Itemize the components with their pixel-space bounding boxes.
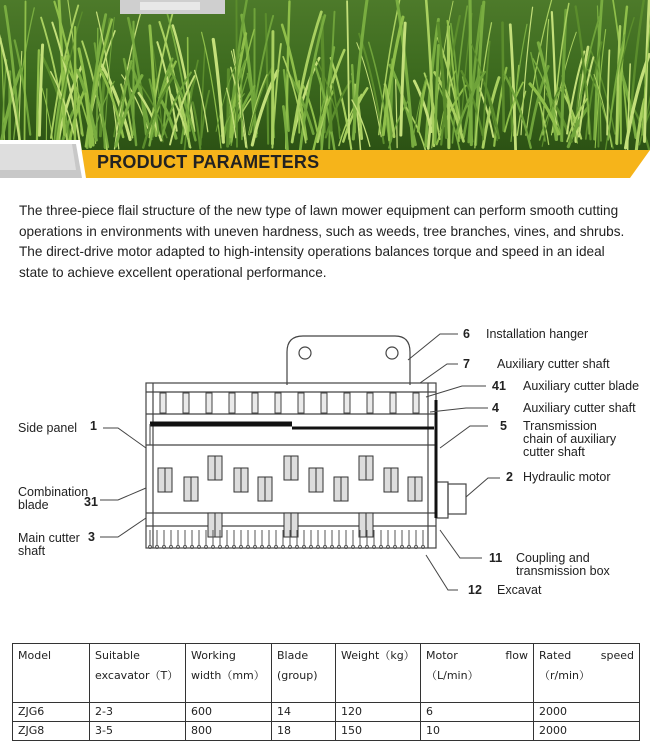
auxiliary-blade (206, 393, 212, 413)
bottom-tooth-tip (282, 546, 285, 549)
bottom-tooth-tip (317, 546, 320, 549)
cell-flow: 6 (421, 703, 534, 722)
header-blade: Blade (group) (272, 644, 336, 703)
cell-excavator: 3-5 (90, 722, 186, 741)
cell-blade: 18 (272, 722, 336, 741)
bottom-tooth-tip (247, 546, 250, 549)
auxiliary-blade (298, 393, 304, 413)
bottom-tooth-tip (394, 546, 397, 549)
callout-5-label-line1: Transmission (523, 419, 597, 433)
cell-weight: 120 (336, 703, 421, 722)
mower-diagram (0, 320, 650, 610)
header-model: Model (13, 644, 90, 703)
callout-7-label: Auxiliary cutter shaft (497, 357, 610, 371)
auxiliary-blade (321, 393, 327, 413)
callout-31-num: 31 (84, 495, 98, 509)
callout-11-num: 11 (489, 551, 502, 565)
auxiliary-blade (160, 393, 166, 413)
bottom-tooth-tip (205, 546, 208, 549)
section-title: PRODUCT PARAMETERS (97, 152, 319, 173)
bottom-tooth-tip (149, 546, 152, 549)
callout-5-label-line2: chain of auxiliary (523, 432, 617, 446)
callout-2-num: 2 (506, 470, 513, 484)
auxiliary-blade (275, 393, 281, 413)
auxiliary-blade (390, 393, 396, 413)
intro-paragraph: The three-piece flail structure of the new type of lawn mower equipment can perform smooth cutting operations in environments with uneven hardness, such as weeds, tree branches, vines, and shrubs. The direct-drive motor adapted to high-intensity operations balances torque and speed in an ideal state to achieve excellent operational performance. (19, 201, 634, 283)
callout-31-label-line2: blade (18, 498, 49, 512)
cell-flow: 10 (421, 722, 534, 741)
bottom-tooth-tip (359, 546, 362, 549)
callout-3-num: 3 (88, 530, 95, 544)
bottom-tooth-tip (170, 546, 173, 549)
bottom-tooth-tip (401, 546, 404, 549)
callout-12-label: Excavat (497, 583, 542, 597)
bottom-tooth-tip (219, 546, 222, 549)
grass-blade (46, 89, 47, 146)
callout-6-label: Installation hanger (486, 327, 588, 341)
header-flow: Motor flow （L/min） (421, 644, 534, 703)
callout-1-num: 1 (90, 419, 97, 433)
bottom-tooth-tip (338, 546, 341, 549)
bottom-tooth-tip (422, 546, 425, 549)
bottom-tooth-tip (233, 546, 236, 549)
bottom-tooth-tip (156, 546, 159, 549)
auxiliary-blade (413, 393, 419, 413)
bottom-tooth-tip (191, 546, 194, 549)
auxiliary-blade (344, 393, 350, 413)
cell-speed: 2000 (534, 722, 640, 741)
callout-31-label-line1: Combination (18, 485, 88, 499)
callout-11-label-line1: Coupling and (516, 551, 590, 565)
header-weight: Weight（kg） (336, 644, 421, 703)
grass-blade (228, 70, 229, 146)
auxiliary-blade (367, 393, 373, 413)
grass-blade (241, 70, 242, 139)
bottom-tooth-tip (289, 546, 292, 549)
callout-1-label: Side panel (18, 421, 77, 435)
bottom-tooth-tip (408, 546, 411, 549)
bottom-tooth-tip (275, 546, 278, 549)
auxiliary-blade (252, 393, 258, 413)
callout-2-label: Hydraulic motor (523, 470, 611, 484)
bottom-tooth-tip (373, 546, 376, 549)
header-width: Working width（mm） (186, 644, 272, 703)
cell-blade: 14 (272, 703, 336, 722)
callout-4-num: 4 (492, 401, 499, 415)
bottom-tooth-tip (352, 546, 355, 549)
bottom-tooth-tip (177, 546, 180, 549)
bottom-tooth-tip (345, 546, 348, 549)
cell-speed: 2000 (534, 703, 640, 722)
bottom-tooth-tip (415, 546, 418, 549)
callout-12-num: 12 (468, 583, 482, 597)
callout-3-label-line2: shaft (18, 544, 46, 558)
callout-41-num: 41 (492, 379, 506, 393)
bottom-tooth-tip (163, 546, 166, 549)
bottom-tooth-tip (254, 546, 257, 549)
bottom-tooth-tip (366, 546, 369, 549)
bottom-tooth-tip (296, 546, 299, 549)
bottom-tooth-tip (324, 546, 327, 549)
cell-model: ZJG8 (13, 722, 90, 741)
table-header-row (13, 644, 640, 703)
cell-model: ZJG6 (13, 703, 90, 722)
auxiliary-blade (229, 393, 235, 413)
grass-blade (24, 1, 25, 149)
table-row (13, 703, 640, 722)
bottom-tooth-tip (331, 546, 334, 549)
callout-41-label: Auxiliary cutter blade (523, 379, 639, 393)
cell-excavator: 2-3 (90, 703, 186, 722)
callout-11-label-line2: transmission box (516, 564, 611, 578)
bottom-tooth-tip (268, 546, 271, 549)
grass-blade (236, 0, 237, 147)
callout-3-label-line1: Main cutter (18, 531, 80, 545)
callout-4-label: Auxiliary cutter shaft (523, 401, 636, 415)
bottom-tooth-tip (310, 546, 313, 549)
callout-7-num: 7 (463, 357, 470, 371)
cell-weight: 150 (336, 722, 421, 741)
bottom-tooth-tip (387, 546, 390, 549)
bottom-tooth-tip (380, 546, 383, 549)
header-speed: Rated speed （r/min） (534, 644, 640, 703)
auxiliary-blade (183, 393, 189, 413)
header-excavator: Suitable excavator（T） (90, 644, 186, 703)
grass-blade (503, 23, 504, 131)
bottom-tooth-tip (303, 546, 306, 549)
bottom-tooth-tip (212, 546, 215, 549)
bottom-tooth-tip (198, 546, 201, 549)
cell-width: 800 (186, 722, 272, 741)
hero-grass-image (0, 0, 650, 150)
spec-table (12, 643, 640, 741)
cell-width: 600 (186, 703, 272, 722)
bottom-tooth-tip (261, 546, 264, 549)
bottom-tooth-tip (240, 546, 243, 549)
table-row (13, 722, 640, 741)
bottom-tooth-tip (184, 546, 187, 549)
callout-6-num: 6 (463, 327, 470, 341)
bottom-tooth-tip (226, 546, 229, 549)
callout-5-num: 5 (500, 419, 507, 433)
callout-5-label-line3: cutter shaft (523, 445, 585, 459)
